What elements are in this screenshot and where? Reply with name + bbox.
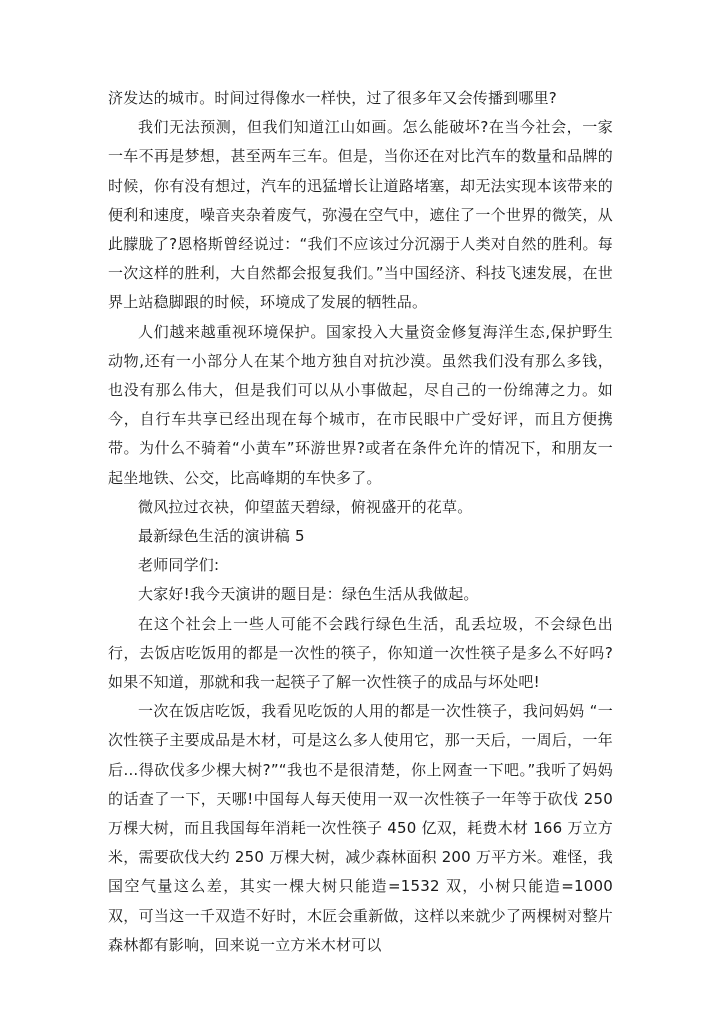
paragraph-cars-pollution: 我们无法预测，但我们知道江山如画。怎么能破坏?在当今社会，一家一车不再是梦想，甚至两车三车。但是，当你还在对比汽车的数量和品牌的时候，你有没有想过，汽车的迅猛增长让道路堵塞，却无法实现本该带来的便利和速度，噪音夹杂着废气，弥漫在空气中，遮住了一个世界的微笑，从此朦胧了?恩格斯曾经说过：“我们不应该过分沉溺于人类对自然的胜利。每一次这样的胜利，大自然都会报复我们。”当中国经济、科技飞速发展，在世界上站稳脚跟的时候，环境成了发展的牺牲品。 xyxy=(108,118,613,312)
paragraph-chopsticks-intro: 在这个社会上一些人可能不会践行绿色生活，乱丢垃圾，不会绿色出行，去饭店吃饭用的都是一次性的筷子，你知道一次性筷子是多么不好吗?如果不知道，那就和我一起筷子了解一次性筷子的成品与坏处吧! xyxy=(108,614,613,692)
document-body xyxy=(108,84,613,960)
paragraph-breeze: 微风拉过衣袂，仰望蓝天碧绿，俯视盛开的花草。 xyxy=(138,497,473,516)
speech-greeting: 老师同学们: xyxy=(138,556,220,575)
speech-title: 最新绿色生活的演讲稿 5 xyxy=(138,527,305,546)
paragraph-continuation: 济发达的城市。时间过得像水一样快，过了很多年又会传播到哪里? xyxy=(108,89,557,107)
paragraph-chopsticks-story: 一次在饭店吃饭，我看见吃饭的人用的都是一次性筷子，我问妈妈 “一次性筷子主要成品是木材，可是这么多人使用它，那一天后，一周后，一年后...得砍伐多少棵大树?”“我也不是很清楚，你上网查一下吧。”我听了妈妈的话查了一下，天哪!中国每人每天使用一双一次性筷子一年等于砍伐 250 万棵大树，而且我国每年消耗一次性筷子 450 亿双，耗费木材 166 万立方米，需要砍伐大约 250 万棵大树，减少森林面积 200 万平方米。难怪，我国空气量这么差，其实一棵大树只能造=1532 双，小树只能造=1000 双，可当这一千双造不好时，木匠会重新做，这样以来就少了两棵树对整片森林都有影响，回来说一立方米木材可以 xyxy=(108,702,613,954)
speech-intro: 大家好!我今天演讲的题目是：绿色生活从我做起。 xyxy=(138,585,479,604)
paragraph-environment-protection: 人们越来越重视环境保护。国家投入大量资金修复海洋生态,保护野生动物,还有一小部分人在某个地方独自对抗沙漠。虽然我们没有那么多钱，也没有那么伟大，但是我们可以从小事做起，尽自己的一份绵薄之力。如今，自行车共享已经出现在每个城市，在市民眼中广受好评，而且方便携带。为什么不骑着“小黄车”环游世界?或者在条件允许的情况下，和朋友一起坐地铁、公交，比高峰期的车快多了。 xyxy=(108,322,613,487)
